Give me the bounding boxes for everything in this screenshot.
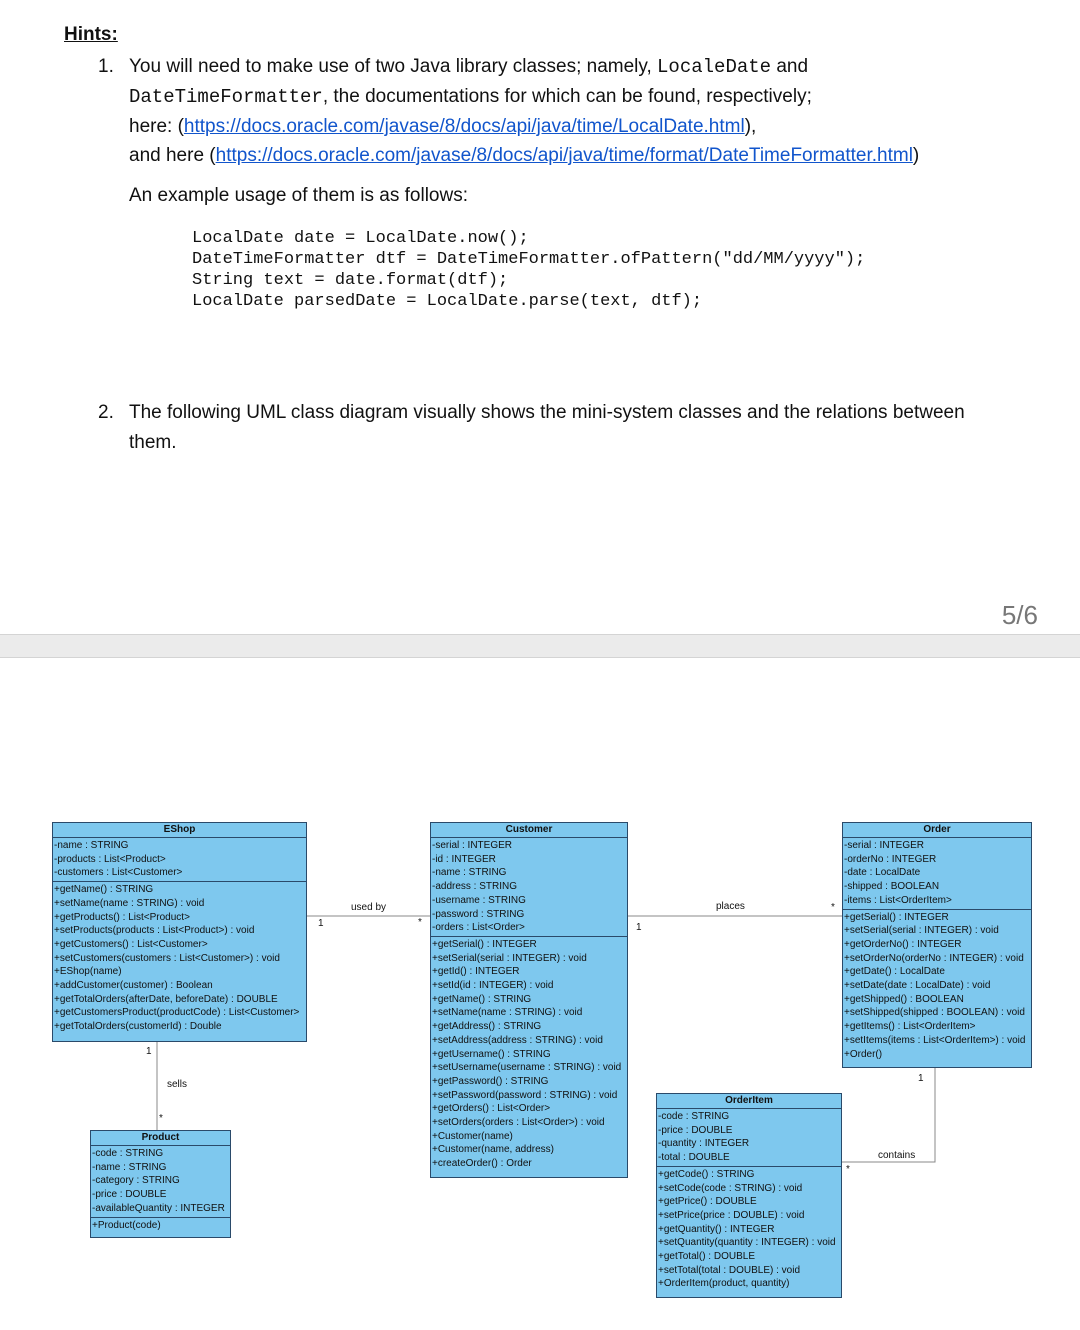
mult-order-orderitem-1: 1 bbox=[918, 1073, 924, 1084]
class-attribute: -total : DOUBLE bbox=[658, 1152, 730, 1164]
class-attribute: -products : List<Product> bbox=[54, 853, 166, 865]
class-method: +getOrders() : List<Order> bbox=[432, 1103, 551, 1115]
list-number-1: 1. bbox=[98, 56, 114, 77]
assoc-label-places: places bbox=[716, 901, 745, 912]
uml-class-orderitem bbox=[656, 1093, 842, 1298]
class-title-order: Order bbox=[843, 823, 1031, 838]
mult-customer-order-1: 1 bbox=[636, 922, 642, 933]
class-title-eshop: EShop bbox=[53, 823, 306, 838]
class-attribute: -shipped : BOOLEAN bbox=[844, 881, 940, 893]
hint1-line1: You will need to make use of two Java library classes; namely, LocaleDate and bbox=[129, 56, 809, 78]
class-method: +setName(name : STRING) : void bbox=[432, 1007, 583, 1019]
class-methods bbox=[431, 937, 627, 1172]
class-attributes bbox=[91, 1146, 230, 1218]
localdate-doc-link[interactable]: https://docs.oracle.com/javase/8/docs/api/java/time/LocalDate.html bbox=[183, 116, 745, 137]
code-line-2: DateTimeFormatter dtf = DateTimeFormatter.ofPattern("dd/MM/yyyy"); bbox=[192, 250, 866, 269]
class-attribute: -price : DOUBLE bbox=[658, 1124, 733, 1136]
class-method: +setAddress(address : STRING) : void bbox=[432, 1034, 603, 1046]
code-line-3: String text = date.format(dtf); bbox=[192, 271, 509, 290]
class-attribute: -serial : INTEGER bbox=[844, 840, 925, 851]
uml-class-eshop bbox=[52, 822, 307, 1042]
class-attributes bbox=[53, 838, 306, 882]
class-attribute: -password : STRING bbox=[432, 908, 525, 920]
class-method: +getSerial() : INTEGER bbox=[844, 911, 949, 923]
list-number-2: 2. bbox=[98, 402, 114, 423]
class-method: +setPassword(password : STRING) : void bbox=[432, 1089, 618, 1101]
class-method: +setCustomers(customers : List<Customer>) : void bbox=[54, 952, 280, 964]
class-title-product: Product bbox=[91, 1131, 230, 1146]
class-title-customer: Customer bbox=[431, 823, 627, 838]
class-methods bbox=[53, 882, 306, 1035]
class-attributes bbox=[843, 838, 1031, 910]
class-method: +setId(id : INTEGER) : void bbox=[432, 980, 554, 992]
class-method: +getUsername() : STRING bbox=[432, 1048, 551, 1060]
hint1-line4: and here (https://docs.oracle.com/javase/8/docs/api/java/time/format/DateTimeFormatter.html) bbox=[129, 145, 920, 166]
assoc-label-used-by: used by bbox=[351, 902, 387, 913]
class-method: +setOrderNo(orderNo : INTEGER) : void bbox=[844, 952, 1024, 964]
class-method: +getQuantity() : INTEGER bbox=[658, 1223, 775, 1235]
class-method: +getItems() : List<OrderItem> bbox=[844, 1021, 976, 1033]
mult-customer-order-many: * bbox=[831, 902, 835, 913]
class-method: +getTotal() : DOUBLE bbox=[658, 1251, 755, 1263]
class-method: +setItems(items : List<OrderItem>) : void bbox=[844, 1034, 1026, 1046]
class-method: +getSerial() : INTEGER bbox=[432, 938, 537, 950]
class-methods bbox=[657, 1167, 841, 1292]
class-method: +createOrder() : Order bbox=[432, 1158, 532, 1170]
assoc-label-sells: sells bbox=[167, 1079, 188, 1090]
page-number: 5/6 bbox=[1001, 600, 1038, 630]
class-method: +getCustomersProduct(productCode) : List<Customer> bbox=[54, 1007, 300, 1019]
class-attribute: -customers : List<Customer> bbox=[54, 867, 183, 879]
class-attribute: -date : LocalDate bbox=[844, 867, 921, 879]
class-method: +addCustomer(customer) : Boolean bbox=[54, 980, 213, 992]
class-attribute: -name : STRING bbox=[54, 840, 129, 851]
class-method: +EShop(name) bbox=[54, 966, 122, 978]
hint1-line2: DateTimeFormatter, the documentations for which can be found, respectively; bbox=[129, 86, 812, 108]
class-method: +getOrderNo() : INTEGER bbox=[844, 938, 962, 950]
class-title-orderitem: OrderItem bbox=[657, 1094, 841, 1109]
class-attribute: -serial : INTEGER bbox=[432, 840, 513, 851]
class-method: +getDate() : LocalDate bbox=[844, 966, 945, 978]
uml-class-order bbox=[842, 822, 1032, 1068]
class-method: +getName() : STRING bbox=[54, 884, 154, 896]
document-page-top bbox=[0, 0, 1080, 634]
class-attribute: -items : List<OrderItem> bbox=[844, 894, 952, 906]
class-method: +setOrders(orders : List<Order>) : void bbox=[432, 1117, 605, 1129]
class-attribute: -code : STRING bbox=[92, 1148, 164, 1159]
class-attribute: -address : STRING bbox=[432, 881, 518, 893]
class-method: +Product(code) bbox=[92, 1219, 161, 1231]
class-attribute: -availableQuantity : INTEGER bbox=[92, 1202, 225, 1214]
class-attribute: -name : STRING bbox=[92, 1161, 167, 1173]
class-method: +setQuantity(quantity : INTEGER) : void bbox=[658, 1237, 836, 1249]
mult-eshop-customer-1: 1 bbox=[318, 918, 324, 929]
code-localedate: LocaleDate bbox=[657, 56, 772, 78]
class-method: +setSerial(serial : INTEGER) : void bbox=[844, 925, 999, 937]
class-method: +getCode() : STRING bbox=[658, 1168, 755, 1180]
class-method: +Customer(name) bbox=[432, 1130, 513, 1142]
class-method: +setTotal(total : DOUBLE) : void bbox=[658, 1264, 801, 1276]
class-method: +setCode(code : STRING) : void bbox=[658, 1182, 803, 1194]
class-attribute: -category : STRING bbox=[92, 1175, 180, 1187]
class-method: +getPassword() : STRING bbox=[432, 1075, 549, 1087]
class-method: +getTotalOrders(afterDate, beforeDate) : DOUBLE bbox=[54, 993, 278, 1005]
code-line-4: LocalDate parsedDate = LocalDate.parse(text, dtf); bbox=[192, 292, 703, 311]
class-method: +getId() : INTEGER bbox=[432, 966, 520, 978]
code-line-1: LocalDate date = LocalDate.now(); bbox=[192, 229, 529, 248]
class-attribute: -id : INTEGER bbox=[432, 853, 496, 865]
class-method: +setDate(date : LocalDate) : void bbox=[844, 980, 991, 992]
class-attribute: -orders : List<Order> bbox=[432, 922, 525, 934]
class-attribute: -quantity : INTEGER bbox=[658, 1138, 750, 1150]
hint2-line2: them. bbox=[129, 432, 177, 453]
class-method: +setShipped(shipped : BOOLEAN) : void bbox=[844, 1007, 1025, 1019]
assoc-label-contains: contains bbox=[878, 1150, 916, 1161]
hints-heading: Hints: bbox=[64, 24, 118, 45]
mult-eshop-product-1: 1 bbox=[146, 1046, 152, 1057]
class-method: +getCustomers() : List<Customer> bbox=[54, 938, 208, 950]
example-intro: An example usage of them is as follows: bbox=[129, 185, 469, 206]
class-method: +Customer(name, address) bbox=[432, 1144, 554, 1156]
class-method: +Order() bbox=[844, 1048, 883, 1060]
class-attribute: -code : STRING bbox=[658, 1111, 730, 1122]
hint2-line1: The following UML class diagram visually shows the mini-system classes and the relations between bbox=[129, 402, 965, 423]
class-attribute: -orderNo : INTEGER bbox=[844, 853, 937, 865]
uml-class-product bbox=[90, 1130, 231, 1238]
class-methods bbox=[843, 910, 1031, 1063]
class-method: +getShipped() : BOOLEAN bbox=[844, 993, 964, 1005]
class-attributes bbox=[657, 1109, 841, 1167]
hint1-line3: here: (https://docs.oracle.com/javase/8/docs/api/java/time/LocalDate.html), bbox=[129, 116, 757, 137]
page-separator bbox=[0, 634, 1080, 658]
class-method: +getAddress() : STRING bbox=[432, 1021, 542, 1033]
class-methods bbox=[91, 1218, 230, 1234]
mult-eshop-product-many: * bbox=[159, 1113, 163, 1124]
class-attribute: -price : DOUBLE bbox=[92, 1189, 167, 1201]
code-datetimeformatter: DateTimeFormatter bbox=[129, 86, 323, 108]
mult-eshop-customer-many: * bbox=[418, 917, 422, 928]
class-method: +getPrice() : DOUBLE bbox=[658, 1196, 757, 1208]
class-method: +setPrice(price : DOUBLE) : void bbox=[658, 1209, 805, 1221]
class-method: +setName(name : STRING) : void bbox=[54, 897, 205, 909]
class-method: +getProducts() : List<Product> bbox=[54, 911, 190, 923]
datetimeformatter-doc-link[interactable]: https://docs.oracle.com/javase/8/docs/api/java/time/format/DateTimeFormatter.html bbox=[215, 145, 913, 166]
uml-class-customer bbox=[430, 822, 628, 1178]
class-method: +setProducts(products : List<Product>) : void bbox=[54, 925, 255, 937]
class-method: +setSerial(serial : INTEGER) : void bbox=[432, 952, 587, 964]
class-attribute: -name : STRING bbox=[432, 867, 507, 879]
class-method: +getName() : STRING bbox=[432, 993, 532, 1005]
class-attribute: -username : STRING bbox=[432, 894, 526, 906]
mult-order-orderitem-many: * bbox=[846, 1164, 850, 1175]
class-method: +setUsername(username : STRING) : void bbox=[432, 1062, 622, 1074]
class-attributes bbox=[431, 838, 627, 937]
class-method: +OrderItem(product, quantity) bbox=[658, 1278, 790, 1290]
class-method: +getTotalOrders(customerId) : Double bbox=[54, 1021, 222, 1033]
